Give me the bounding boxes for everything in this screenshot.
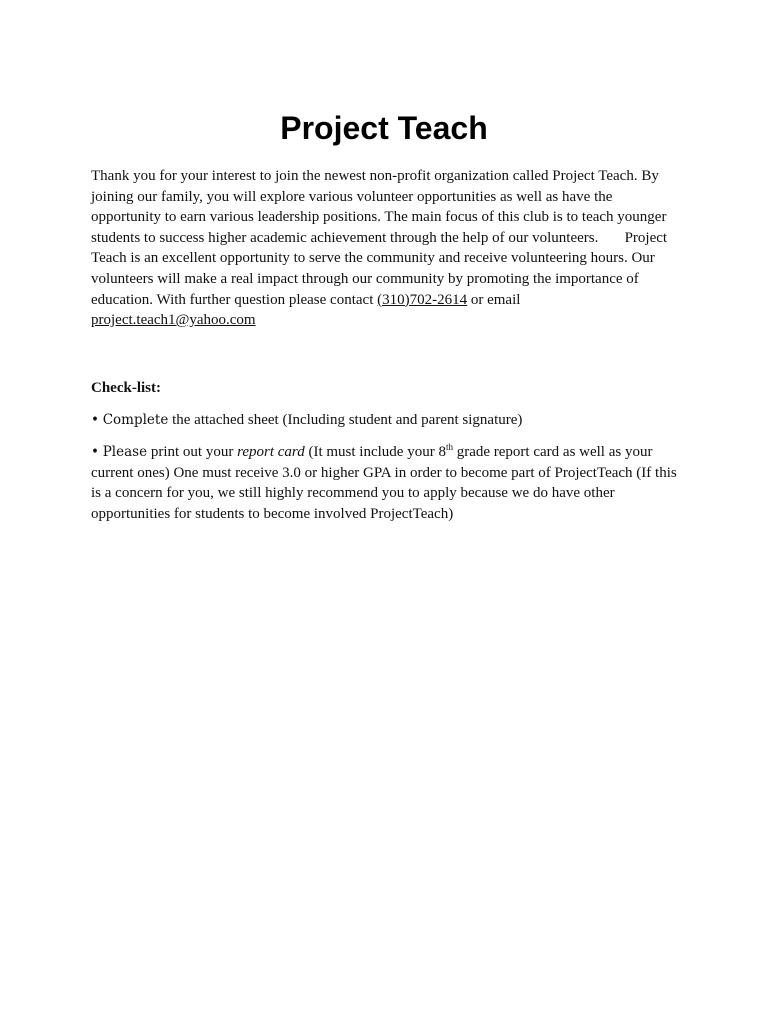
checklist-item-lead: Please [102, 444, 148, 460]
intro-or-email-text: or email [467, 291, 521, 308]
page-title: Project Teach [280, 110, 488, 146]
report-card-emphasis: report card [237, 444, 305, 460]
intro-text: Thank you for your interest to join the newest non-profit organization called Project Teach. By joining our family, you will explore various volunteer opportunities as well as have the opportunity to earn various leadership positions. The main focus of this club is to teach younger students to success higher academic achievement through the help of our volunteers. Project Teach is an excellent opportunity to serve the community and receive volunteering hours. Our volunteers will make a real impact through our community by promoting the importance of education. With further question please contact [91, 168, 668, 308]
email-link[interactable]: project.teach1@yahoo.com [91, 312, 256, 329]
bullet-glyph: • [91, 412, 99, 428]
checklist-item-lead: Complete [102, 412, 169, 428]
checklist-item-report-card [91, 442, 681, 524]
checklist-item-text: the attached sheet (Including student and parent signature) [168, 412, 523, 428]
checklist-item-text: (It must include your 8 [304, 444, 446, 460]
intro-paragraph [91, 166, 681, 331]
checklist-item-complete-sheet [91, 410, 681, 431]
phone-number-link[interactable]: (310)702-2614 [377, 291, 468, 308]
checklist-item-text: print out your [147, 444, 238, 460]
ordinal-superscript: th [445, 442, 453, 452]
checklist-heading: Check-list: [91, 380, 161, 396]
checklist-item-text: grade report card as well as your current ones) One must receive 3.0 or higher GPA in order to become part of ProjectTeach (If this is a concern for you, we still highly recommend you to apply because we do have other opportunities for students to become involved ProjectTeach) [91, 444, 677, 522]
bullet-glyph: • [91, 444, 99, 460]
